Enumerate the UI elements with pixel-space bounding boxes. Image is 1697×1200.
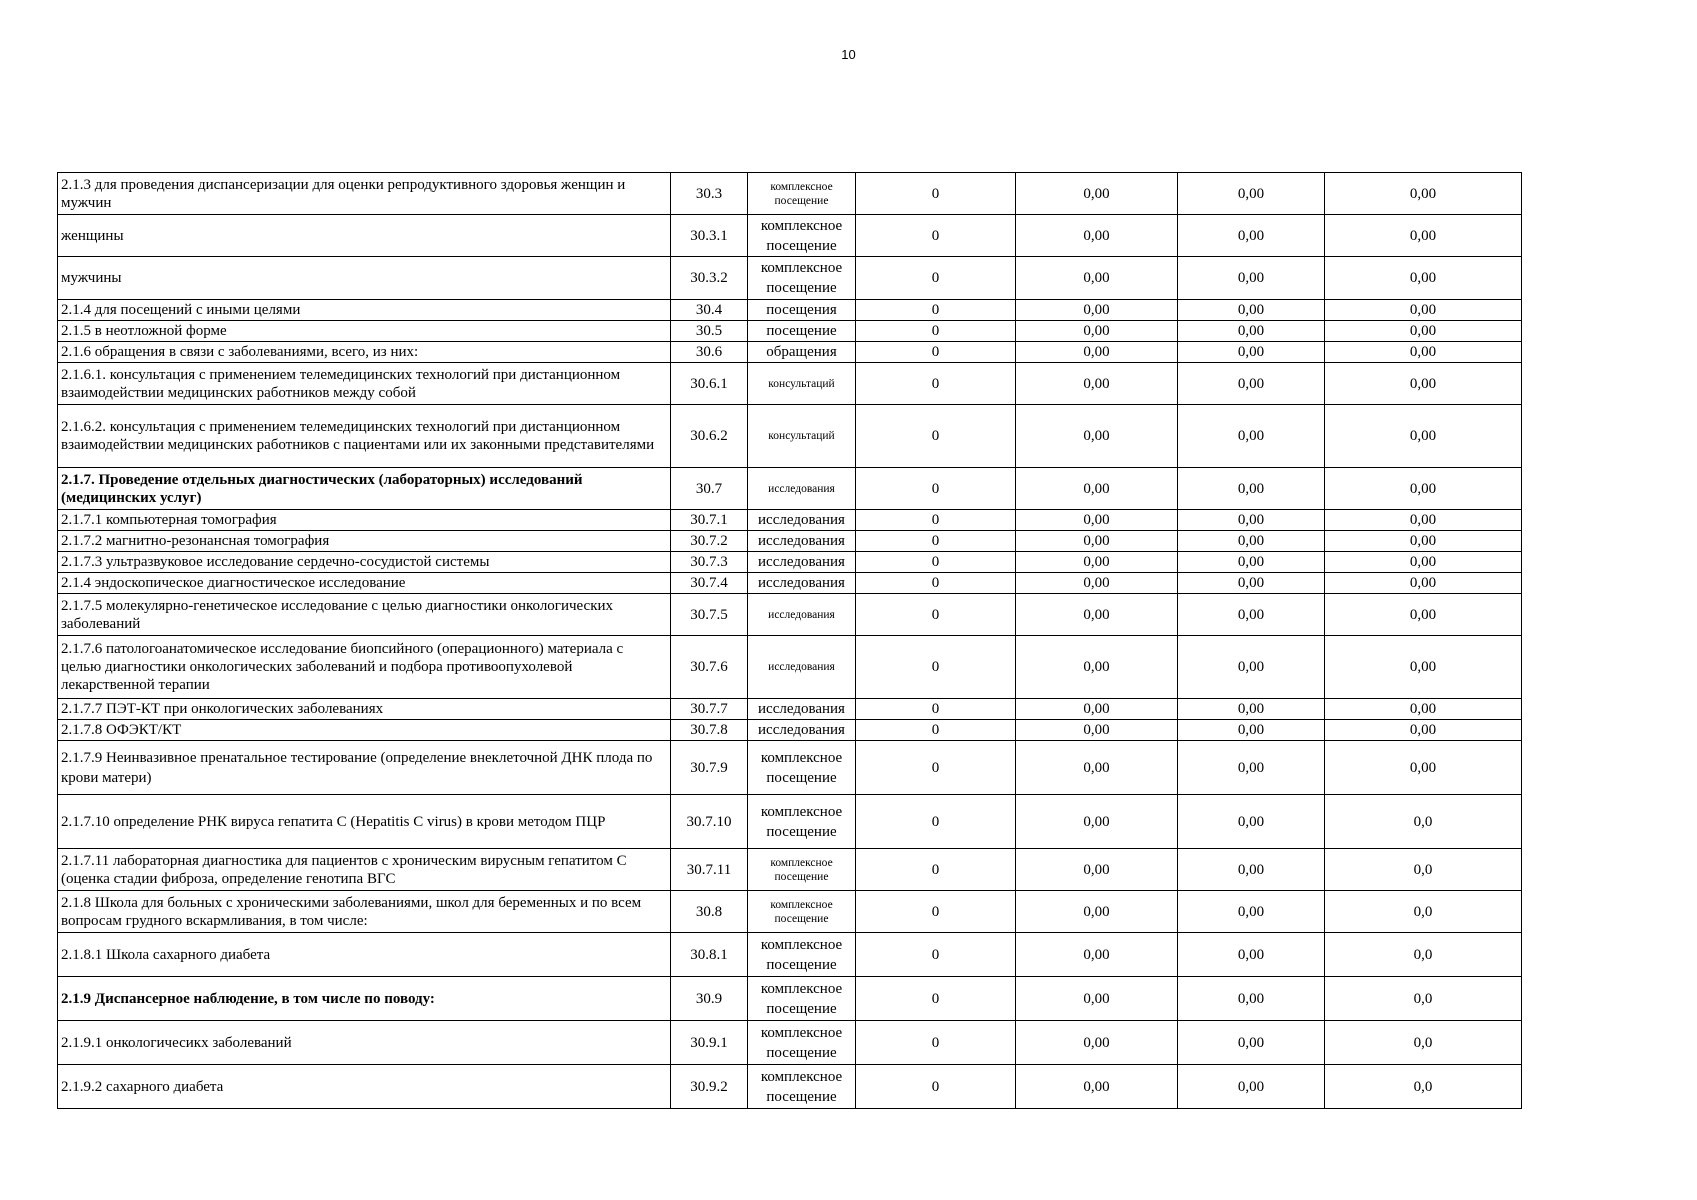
row-code-cell: 30.7.5	[671, 594, 748, 636]
row-value-2-cell: 0,00	[1016, 257, 1178, 300]
row-name-cell: 2.1.7.3 ультразвуковое исследование сердечно-сосудистой системы	[58, 552, 671, 573]
row-unit-cell: посещение	[748, 321, 856, 342]
row-code-cell: 30.7.3	[671, 552, 748, 573]
table-row	[58, 300, 1522, 321]
row-name-cell: 2.1.7.11 лабораторная диагностика для пациентов с хроническим вирусным гепатитом С (оценка стадии фиброза, определение генотипа ВГС	[58, 849, 671, 891]
row-value-2-cell: 0,00	[1016, 173, 1178, 215]
row-value-1-cell: 0	[856, 405, 1016, 468]
row-value-4-cell: 0,0	[1325, 933, 1522, 977]
row-value-4-cell: 0,00	[1325, 300, 1522, 321]
row-code-cell: 30.7	[671, 468, 748, 510]
row-value-2-cell: 0,00	[1016, 741, 1178, 795]
row-name-cell: 2.1.6.1. консультация с применением телемедицинских технологий при дистанционном взаимодействии медицинских работников между собой	[58, 363, 671, 405]
row-value-2-cell: 0,00	[1016, 321, 1178, 342]
row-unit-cell: консультаций	[748, 405, 856, 468]
row-code-cell: 30.5	[671, 321, 748, 342]
table-row	[58, 1021, 1522, 1065]
row-name-cell: женщины	[58, 215, 671, 257]
row-unit-cell: комплексное посещение	[748, 795, 856, 849]
row-code-cell: 30.8	[671, 891, 748, 933]
row-value-1-cell: 0	[856, 1065, 1016, 1109]
row-value-2-cell: 0,00	[1016, 1065, 1178, 1109]
table-row	[58, 321, 1522, 342]
row-value-3-cell: 0,00	[1178, 573, 1325, 594]
row-value-1-cell: 0	[856, 849, 1016, 891]
row-value-4-cell: 0,00	[1325, 468, 1522, 510]
row-value-2-cell: 0,00	[1016, 594, 1178, 636]
table-row	[58, 795, 1522, 849]
row-unit-cell: исследования	[748, 552, 856, 573]
table-row	[58, 741, 1522, 795]
row-unit-cell: исследования	[748, 594, 856, 636]
row-value-4-cell: 0,00	[1325, 636, 1522, 699]
row-value-3-cell: 0,00	[1178, 173, 1325, 215]
table-row	[58, 636, 1522, 699]
row-value-2-cell: 0,00	[1016, 215, 1178, 257]
row-value-2-cell: 0,00	[1016, 977, 1178, 1021]
row-value-2-cell: 0,00	[1016, 891, 1178, 933]
row-value-1-cell: 0	[856, 636, 1016, 699]
row-name-cell: 2.1.7.9 Неинвазивное пренатальное тестирование (определение внеклеточной ДНК плода по крови матери)	[58, 741, 671, 795]
table-row	[58, 699, 1522, 720]
row-value-3-cell: 0,00	[1178, 594, 1325, 636]
row-value-1-cell: 0	[856, 321, 1016, 342]
table-row	[58, 849, 1522, 891]
row-value-1-cell: 0	[856, 720, 1016, 741]
table-row	[58, 531, 1522, 552]
row-value-4-cell: 0,00	[1325, 321, 1522, 342]
row-value-1-cell: 0	[856, 215, 1016, 257]
row-code-cell: 30.7.8	[671, 720, 748, 741]
row-value-4-cell: 0,00	[1325, 531, 1522, 552]
row-value-1-cell: 0	[856, 363, 1016, 405]
row-name-cell: 2.1.3 для проведения диспансеризации для оценки репродуктивного здоровья женщин и мужчин	[58, 173, 671, 215]
row-unit-cell: комплексное посещение	[748, 1065, 856, 1109]
row-unit-cell: комплексное посещение	[748, 891, 856, 933]
row-code-cell: 30.3.2	[671, 257, 748, 300]
row-value-4-cell: 0,00	[1325, 720, 1522, 741]
row-value-1-cell: 0	[856, 573, 1016, 594]
row-value-2-cell: 0,00	[1016, 468, 1178, 510]
row-unit-cell: исследования	[748, 531, 856, 552]
row-unit-cell: исследования	[748, 720, 856, 741]
row-value-3-cell: 0,00	[1178, 510, 1325, 531]
row-value-4-cell: 0,00	[1325, 573, 1522, 594]
row-value-4-cell: 0,0	[1325, 849, 1522, 891]
row-value-2-cell: 0,00	[1016, 552, 1178, 573]
row-value-3-cell: 0,00	[1178, 720, 1325, 741]
row-value-3-cell: 0,00	[1178, 257, 1325, 300]
row-code-cell: 30.7.4	[671, 573, 748, 594]
row-value-3-cell: 0,00	[1178, 405, 1325, 468]
row-value-2-cell: 0,00	[1016, 699, 1178, 720]
row-value-2-cell: 0,00	[1016, 1021, 1178, 1065]
row-value-3-cell: 0,00	[1178, 468, 1325, 510]
row-unit-cell: исследования	[748, 573, 856, 594]
row-value-4-cell: 0,00	[1325, 215, 1522, 257]
row-name-cell: 2.1.5 в неотложной форме	[58, 321, 671, 342]
row-value-1-cell: 0	[856, 531, 1016, 552]
row-value-2-cell: 0,00	[1016, 405, 1178, 468]
table-row	[58, 173, 1522, 215]
row-code-cell: 30.9.2	[671, 1065, 748, 1109]
row-value-3-cell: 0,00	[1178, 552, 1325, 573]
row-value-1-cell: 0	[856, 699, 1016, 720]
row-value-4-cell: 0,00	[1325, 257, 1522, 300]
row-unit-cell: комплексное посещение	[748, 977, 856, 1021]
row-value-4-cell: 0,0	[1325, 977, 1522, 1021]
table-row	[58, 552, 1522, 573]
row-unit-cell: исследования	[748, 510, 856, 531]
row-value-4-cell: 0,0	[1325, 1065, 1522, 1109]
row-value-4-cell: 0,00	[1325, 173, 1522, 215]
row-value-3-cell: 0,00	[1178, 849, 1325, 891]
row-unit-cell: исследования	[748, 636, 856, 699]
row-unit-cell: комплексное посещение	[748, 257, 856, 300]
row-unit-cell: комплексное посещение	[748, 215, 856, 257]
row-value-1-cell: 0	[856, 468, 1016, 510]
row-unit-cell: консультаций	[748, 363, 856, 405]
row-value-2-cell: 0,00	[1016, 531, 1178, 552]
row-code-cell: 30.7.1	[671, 510, 748, 531]
row-value-4-cell: 0,0	[1325, 891, 1522, 933]
row-value-4-cell: 0,00	[1325, 552, 1522, 573]
row-value-4-cell: 0,00	[1325, 405, 1522, 468]
table-row	[58, 342, 1522, 363]
row-name-cell: 2.1.7.2 магнитно-резонансная томография	[58, 531, 671, 552]
row-code-cell: 30.6.1	[671, 363, 748, 405]
row-value-3-cell: 0,00	[1178, 342, 1325, 363]
row-name-cell: 2.1.7.1 компьютерная томография	[58, 510, 671, 531]
row-code-cell: 30.4	[671, 300, 748, 321]
row-value-2-cell: 0,00	[1016, 849, 1178, 891]
row-code-cell: 30.7.9	[671, 741, 748, 795]
row-value-1-cell: 0	[856, 933, 1016, 977]
table-row	[58, 257, 1522, 300]
table-row	[58, 405, 1522, 468]
row-unit-cell: исследования	[748, 468, 856, 510]
row-value-3-cell: 0,00	[1178, 321, 1325, 342]
row-name-cell: 2.1.7.10 определение РНК вируса гепатита С (Hepatitis C virus) в крови методом ПЦР	[58, 795, 671, 849]
table-row	[58, 510, 1522, 531]
row-value-3-cell: 0,00	[1178, 891, 1325, 933]
row-name-cell: 2.1.9.1 онкологичесикх заболеваний	[58, 1021, 671, 1065]
row-value-1-cell: 0	[856, 300, 1016, 321]
row-name-cell: 2.1.6.2. консультация с применением телемедицинских технологий при дистанционном взаимодействии медицинских работников с пациентами или их законными представителями	[58, 405, 671, 468]
row-name-cell: 2.1.8 Школа для больных с хроническими заболеваниями, школ для беременных и по всем вопросам грудного вскармливания, в том числе:	[58, 891, 671, 933]
table-row	[58, 363, 1522, 405]
row-value-2-cell: 0,00	[1016, 636, 1178, 699]
row-value-1-cell: 0	[856, 594, 1016, 636]
row-name-cell: 2.1.7.8 ОФЭКТ/КТ	[58, 720, 671, 741]
row-code-cell: 30.7.10	[671, 795, 748, 849]
row-value-3-cell: 0,00	[1178, 636, 1325, 699]
row-value-2-cell: 0,00	[1016, 300, 1178, 321]
table-row	[58, 468, 1522, 510]
row-code-cell: 30.3.1	[671, 215, 748, 257]
row-value-2-cell: 0,00	[1016, 720, 1178, 741]
row-value-2-cell: 0,00	[1016, 573, 1178, 594]
row-unit-cell: комплексное посещение	[748, 849, 856, 891]
row-unit-cell: посещения	[748, 300, 856, 321]
table-row	[58, 720, 1522, 741]
row-value-4-cell: 0,00	[1325, 594, 1522, 636]
row-value-1-cell: 0	[856, 552, 1016, 573]
row-value-4-cell: 0,0	[1325, 795, 1522, 849]
row-name-cell: 2.1.6 обращения в связи с заболеваниями, всего, из них:	[58, 342, 671, 363]
table-row	[58, 1065, 1522, 1109]
row-unit-cell: комплексное посещение	[748, 173, 856, 215]
row-value-3-cell: 0,00	[1178, 215, 1325, 257]
row-unit-cell: исследования	[748, 699, 856, 720]
table-row	[58, 891, 1522, 933]
row-value-4-cell: 0,00	[1325, 699, 1522, 720]
row-code-cell: 30.6.2	[671, 405, 748, 468]
row-value-1-cell: 0	[856, 891, 1016, 933]
page-number: 10	[841, 47, 856, 62]
row-value-3-cell: 0,00	[1178, 300, 1325, 321]
row-code-cell: 30.7.7	[671, 699, 748, 720]
row-value-4-cell: 0,00	[1325, 363, 1522, 405]
row-value-3-cell: 0,00	[1178, 795, 1325, 849]
row-code-cell: 30.6	[671, 342, 748, 363]
row-value-1-cell: 0	[856, 795, 1016, 849]
row-code-cell: 30.8.1	[671, 933, 748, 977]
row-value-3-cell: 0,00	[1178, 741, 1325, 795]
row-name-cell: 2.1.7.7 ПЭТ-КТ при онкологических заболеваниях	[58, 699, 671, 720]
row-value-2-cell: 0,00	[1016, 363, 1178, 405]
row-name-cell: 2.1.9.2 сахарного диабета	[58, 1065, 671, 1109]
table-row	[58, 573, 1522, 594]
table-row	[58, 933, 1522, 977]
report-table	[57, 172, 1522, 1109]
row-name-cell: 2.1.7.5 молекулярно-генетическое исследование с целью диагностики онкологических заболеваний	[58, 594, 671, 636]
row-value-3-cell: 0,00	[1178, 977, 1325, 1021]
table-body	[58, 173, 1522, 1109]
table-row	[58, 594, 1522, 636]
row-value-4-cell: 0,0	[1325, 1021, 1522, 1065]
row-name-cell: мужчины	[58, 257, 671, 300]
row-name-cell: 2.1.7.6 патологоанатомическое исследование биопсийного (операционного) материала с целью диагностики онкологических заболеваний и подбора противоопухолевой лекарственной терапии	[58, 636, 671, 699]
row-value-1-cell: 0	[856, 1021, 1016, 1065]
row-name-cell: 2.1.8.1 Школа сахарного диабета	[58, 933, 671, 977]
row-name-cell: 2.1.9 Диспансерное наблюдение, в том числе по поводу:	[58, 977, 671, 1021]
row-name-cell: 2.1.4 для посещений с иными целями	[58, 300, 671, 321]
row-value-4-cell: 0,00	[1325, 342, 1522, 363]
row-value-3-cell: 0,00	[1178, 1065, 1325, 1109]
row-value-1-cell: 0	[856, 977, 1016, 1021]
table-row	[58, 977, 1522, 1021]
row-value-1-cell: 0	[856, 257, 1016, 300]
row-value-2-cell: 0,00	[1016, 795, 1178, 849]
row-code-cell: 30.7.6	[671, 636, 748, 699]
table-row	[58, 215, 1522, 257]
row-code-cell: 30.3	[671, 173, 748, 215]
row-value-3-cell: 0,00	[1178, 1021, 1325, 1065]
row-value-2-cell: 0,00	[1016, 933, 1178, 977]
row-name-cell: 2.1.7. Проведение отдельных диагностических (лабораторных) исследований (медицинских услуг)	[58, 468, 671, 510]
row-code-cell: 30.9	[671, 977, 748, 1021]
row-value-1-cell: 0	[856, 342, 1016, 363]
row-code-cell: 30.7.11	[671, 849, 748, 891]
row-value-1-cell: 0	[856, 741, 1016, 795]
row-value-3-cell: 0,00	[1178, 531, 1325, 552]
row-name-cell: 2.1.4 эндоскопическое диагностическое исследование	[58, 573, 671, 594]
row-value-2-cell: 0,00	[1016, 510, 1178, 531]
row-unit-cell: комплексное посещение	[748, 741, 856, 795]
row-unit-cell: обращения	[748, 342, 856, 363]
row-code-cell: 30.9.1	[671, 1021, 748, 1065]
row-value-3-cell: 0,00	[1178, 933, 1325, 977]
row-value-3-cell: 0,00	[1178, 699, 1325, 720]
row-value-4-cell: 0,00	[1325, 510, 1522, 531]
row-value-4-cell: 0,00	[1325, 741, 1522, 795]
row-code-cell: 30.7.2	[671, 531, 748, 552]
row-value-1-cell: 0	[856, 510, 1016, 531]
row-unit-cell: комплексное посещение	[748, 933, 856, 977]
row-unit-cell: комплексное посещение	[748, 1021, 856, 1065]
row-value-1-cell: 0	[856, 173, 1016, 215]
row-value-3-cell: 0,00	[1178, 363, 1325, 405]
row-value-2-cell: 0,00	[1016, 342, 1178, 363]
